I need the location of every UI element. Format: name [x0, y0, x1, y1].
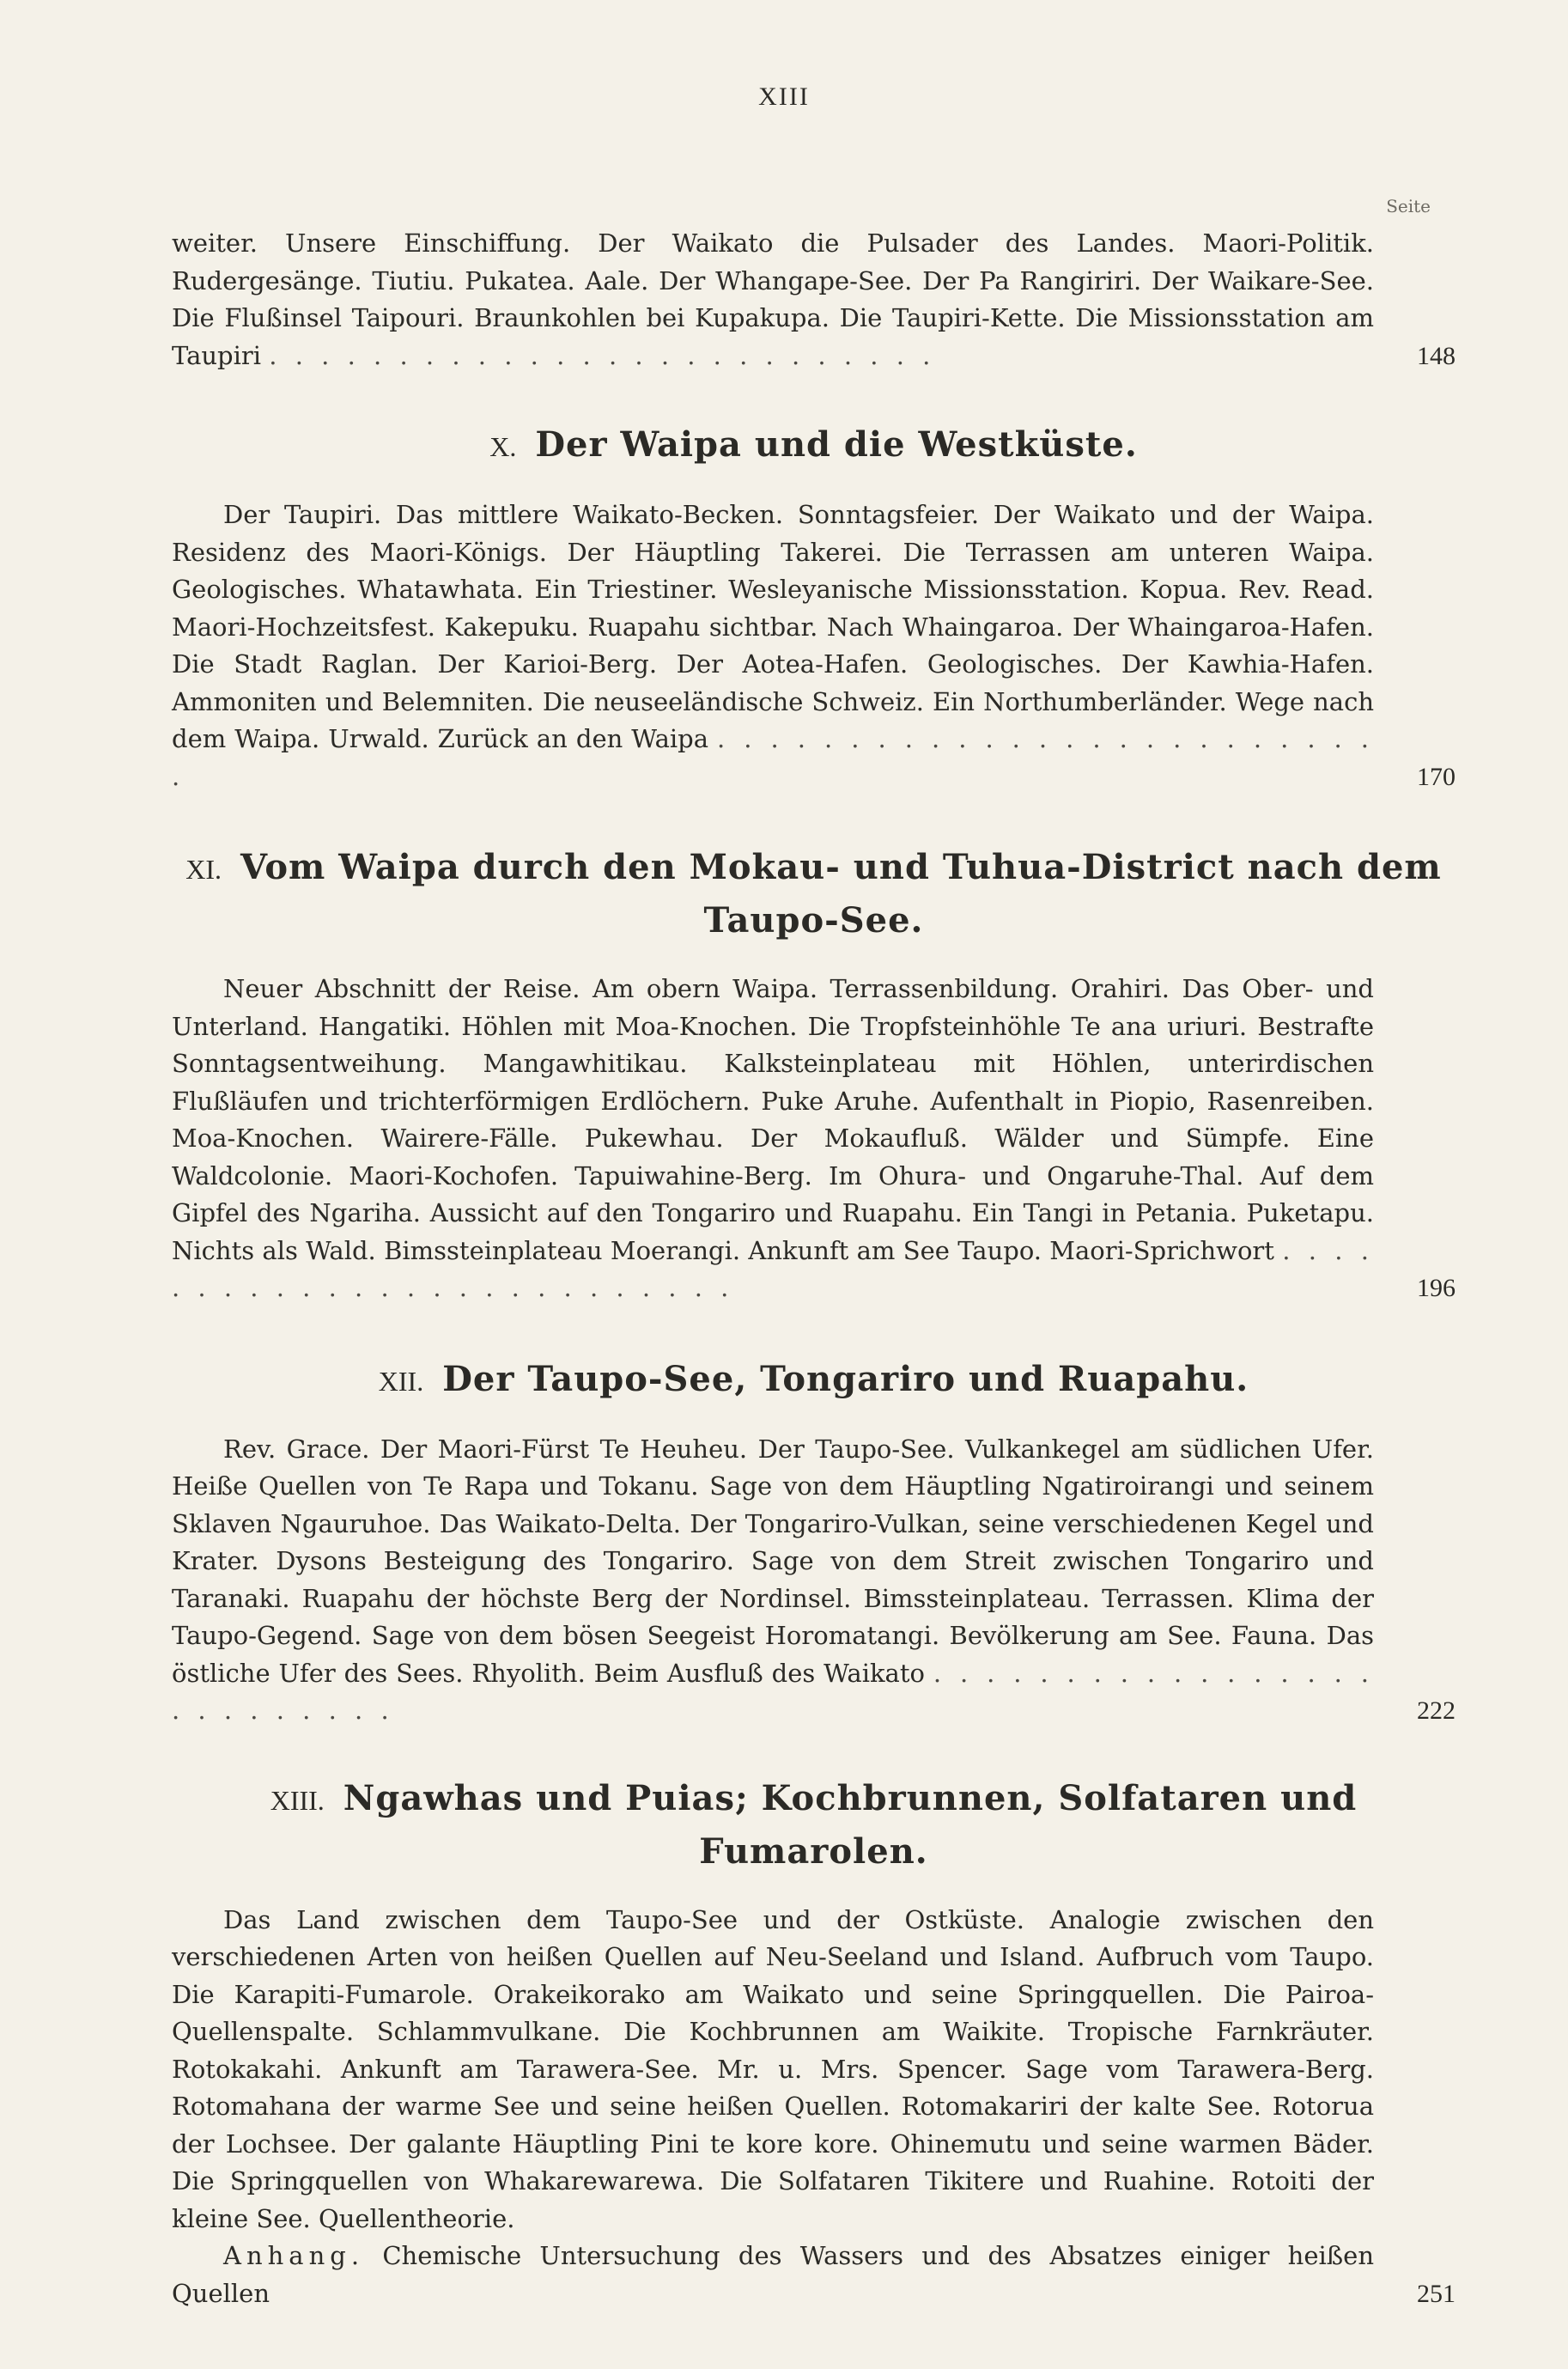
toc-entry-text: Das Land zwischen dem Taupo-See und der Ostküste. Analogie zwischen den verschiedenen Arten von heißen Quellen auf Neu-Seeland und Island. Aufbruch vom Taupo. Die Karapiti-Fumarole. Orakeikorako am Waikato und seine Springquellen. Die Pairoa-Quellenspalte. Schlammvulkane. Die Kochbrunnen am Waikite. Tropische Farnkräuter. Rotokakahi. Ankunft am Tarawera-See. Mr. u. Mrs. Spencer. Sage vom Tarawera-Berg. Rotomahana der warme See und seine heißen Quellen. Rotomakariri der kalte See. Rotorua der Lochsee. Der galante Häuptling Pini te kore kore. Ohinemutu und seine warmen Bäder. Die Springquellen von Whakarewarewa. Die Solfataren Tikitere und Ruahine. Rotoiti der kleine See. Quellentheorie. — [172, 1904, 1374, 2233]
table-of-contents — [172, 225, 1456, 2312]
toc-entry-chapter-xiii — [172, 1902, 1456, 2238]
toc-entry-chapter-x — [172, 496, 1456, 795]
chapter-number: X. — [489, 431, 517, 462]
toc-page-number: 148 — [1417, 341, 1456, 370]
toc-entry-text: Chemische Untersuchung des Wassers und des Absatzes einiger heißen Quellen — [172, 2241, 1375, 2308]
page-number: XIII — [758, 82, 810, 111]
toc-entry-annex — [172, 2238, 1456, 2312]
seite-label: Seite — [1386, 196, 1431, 216]
chapter-heading-xii — [172, 1354, 1456, 1407]
chapter-heading-xiii — [172, 1773, 1456, 1878]
chapter-title: Der Waipa und die Westküste. — [535, 424, 1138, 465]
toc-entry-chapter-xii — [172, 1431, 1456, 1730]
chapter-number: XII. — [378, 1365, 424, 1397]
toc-entry-chapter-xi — [172, 971, 1456, 1307]
chapter-number: XI. — [185, 854, 222, 885]
dot-leader: . . . . . . . . . . . . . . . . . . . . . . . . . . — [172, 1235, 1375, 1302]
dot-leader: . . . . . . . . . . . . . . . . . . . . . . . . . . — [172, 724, 1375, 791]
chapter-title: Vom Waipa durch den Mokau- und Tuhua-District nach dem Taupo-See. — [240, 847, 1442, 941]
chapter-heading-xi — [172, 842, 1456, 947]
toc-entry-text: weiter. Unsere Einschiffung. Der Waikato die Pulsader des Landes. Maori-Politik. Rudergesänge. Tiutiu. Pukatea. Aale. Der Whangape-See. Der Pa Rangiriri. Der Waikare-See. Die Flußinsel Taipouri. Braunkohlen bei Kupakupa. Die Taupiri-Kette. Die Missionsstation am Taupiri — [172, 228, 1374, 370]
toc-entry-continuation — [172, 225, 1456, 375]
chapter-title: Ngawhas und Puias; Kochbrunnen, Solfataren und Fumarolen. — [343, 1777, 1358, 1872]
chapter-heading-x — [172, 419, 1456, 472]
dot-leader: . . . . . . . . . . . . . . . . . . . . . . . . . . — [269, 340, 936, 370]
toc-entry-text: Der Taupiri. Das mittlere Waikato-Becken. Sonntagsfeier. Der Waikato und der Waipa. Residenz des Maori-Königs. Der Häuptling Takerei. Die Terrassen am unteren Waipa. Geologisches. Whatawhata. Ein Triestiner. Wesleyanische Missionsstation. Kopua. Rev. Read. Maori-Hochzeitsfest. Kakepuku. Ruapahu sichtbar. Nach Whaingaroa. Der Whaingaroa-Hafen. Die Stadt Raglan. Der Karioi-Berg. Der Aotea-Hafen. Geologisches. Der Kawhia-Hafen. Ammoniten und Belemniten. Die neuseeländische Schweiz. Ein Northumberländer. Wege nach dem Waipa. Urwald. Zurück an den Waipa — [172, 500, 1374, 753]
toc-entry-text: Neuer Abschnitt der Reise. Am obern Waipa. Terrassenbildung. Orahiri. Das Ober- und Unterland. Hangatiki. Höhlen mit Moa-Knochen. Die Tropfsteinhöhle Te ana uriuri. Bestrafte Sonntagsentweihung. Mangawhitikau. Kalksteinplateau mit Höhlen, unterirdischen Flußläufen und trichterförmigen Erdlöchern. Puke Aruhe. Aufenthalt in Piopio, Rasenreiben. Moa-Knochen. Wairere-Fälle. Pukewhau. Der Mokaufluß. Wälder und Sümpfe. Eine Waldcolonie. Maori-Kochofen. Tapuiwahine-Berg. Im Ohura- und Ongaruhe-Thal. Auf dem Gipfel des Ngariha. Aussicht auf den Tongariro und Ruapahu. Ein Tangi in Petania. Puketapu. Nichts als Wald. Bimssteinplateau Moerangi. Ankunft am See Taupo. Maori-Sprichwort — [172, 974, 1374, 1265]
toc-page-number: 170 — [1417, 762, 1456, 791]
chapter-number: XIII. — [270, 1784, 325, 1816]
toc-entry-text: Rev. Grace. Der Maori-Fürst Te Heuheu. Der Taupo-See. Vulkankegel am südlichen Ufer. Heiße Quellen von Te Rapa und Tokanu. Sage von dem Häuptling Ngatiroirangi und seinem Sklaven Ngauruhoe. Das Waikato-Delta. Der Tongariro-Vulkan, seine verschiedenen Kegel und Krater. Dysons Besteigung des Tongariro. Sage von dem Streit zwischen Tongariro und Taranaki. Ruapahu der höchste Berg der Nordinsel. Bimssteinplateau. Terrassen. Klima der Taupo-Gegend. Sage von dem bösen Seegeist Horomatangi. Bevölkerung am See. Fauna. Das östliche Ufer des Sees. Rhyolith. Beim Ausfluß des Waikato — [172, 1434, 1374, 1688]
toc-page-number: 222 — [1417, 1696, 1456, 1725]
toc-page-number: 251 — [1417, 2279, 1456, 2308]
dot-leader: . . . . . . . . . . . . . . . . . . . . . . . . . . — [172, 1658, 1374, 1725]
chapter-title: Der Taupo-See, Tongariro und Ruapahu. — [442, 1358, 1249, 1399]
annex-label: Anhang. — [223, 2241, 365, 2270]
toc-page-number: 196 — [1417, 1274, 1456, 1302]
